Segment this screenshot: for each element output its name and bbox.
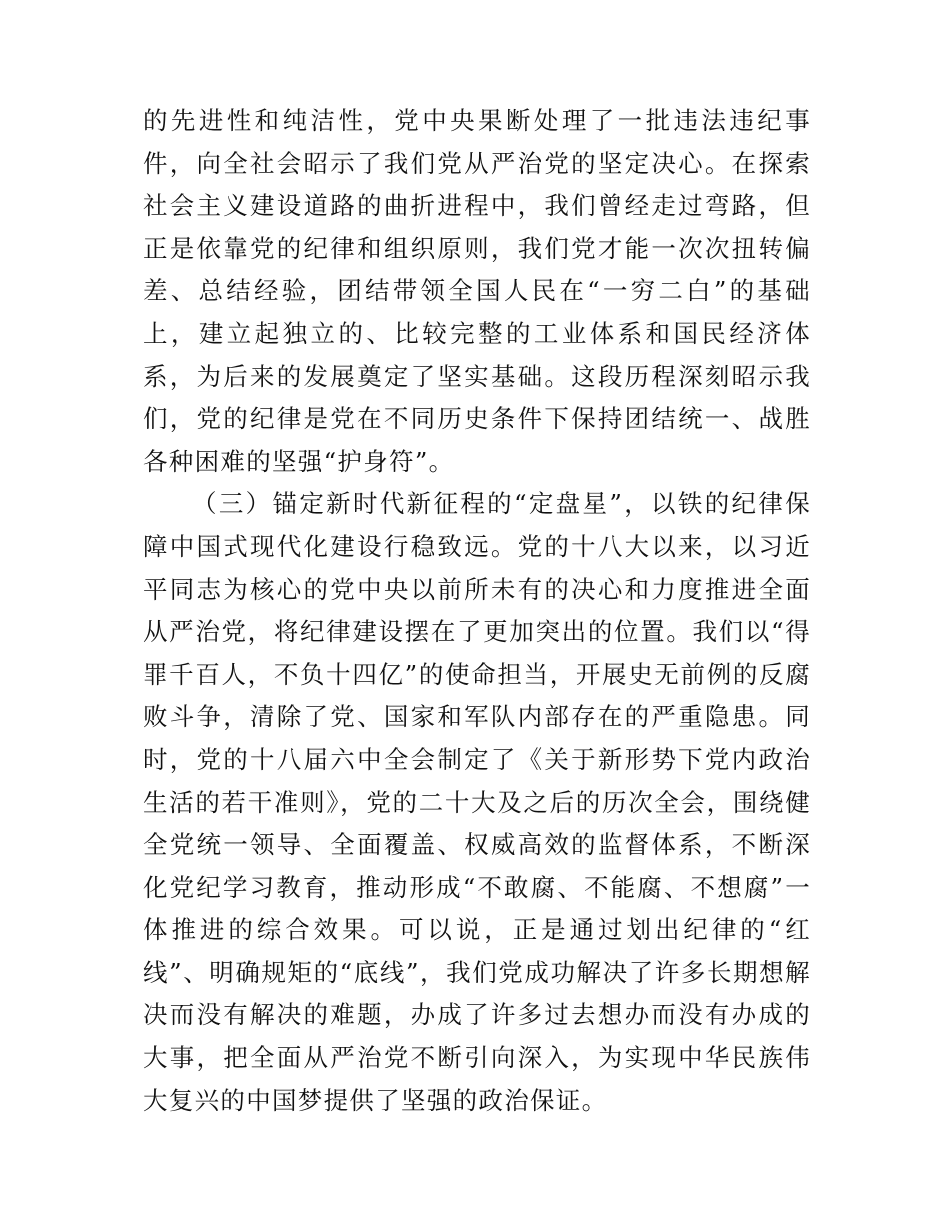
- paragraph-continuation: 的先进性和纯洁性，党中央果断处理了一批违法违纪事件，向全社会昭示了我们党从严治党的坚定决心。在探索社会主义建设道路的曲折进程中，我们曾经走过弯路，但正是依靠党的纪律和组织原则，我们党才能一次次扭转偏差、总结经验，团结带领全国人民在“一穷二白”的基础上，建立起独立的、比较完整的工业体系和国民经济体系，为后来的发展奠定了坚实基础。这段历程深刻昭示我们，党的纪律是党在不同历史条件下保持团结统一、战胜各种困难的坚强“护身符”。: [143, 106, 811, 476]
- paragraph-section-three: （三）锚定新时代新征程的“定盘星”，以铁的纪律保障中国式现代化建设行稳致远。党的十八大以来，以习近平同志为核心的党中央以前所未有的决心和力度推进全面从严治党，将纪律建设摆在了更加突出的位置。我们以“得罪千百人，不负十四亿”的使命担当，开展史无前例的反腐败斗争，清除了党、国家和军队内部存在的严重隐患。同时，党的十八届六中全会制定了《关于新形势下党内政治生活的若干准则》，党的二十大及之后的历次全会，围绕健全党统一领导、全面覆盖、权威高效的监督体系，不断深化党纪学习教育，推动形成“不敢腐、不能腐、不想腐”一体推进的综合效果。可以说，正是通过划出纪律的“红线”、明确规矩的“底线”，我们党成功解决了许多长期想解决而没有解决的难题，办成了许多过去想办而没有办成的大事，把全面从严治党不断引向深入，为实现中华民族伟大复兴的中国梦提供了坚强的政治保证。: [143, 489, 811, 1115]
- document-body: [143, 100, 811, 1122]
